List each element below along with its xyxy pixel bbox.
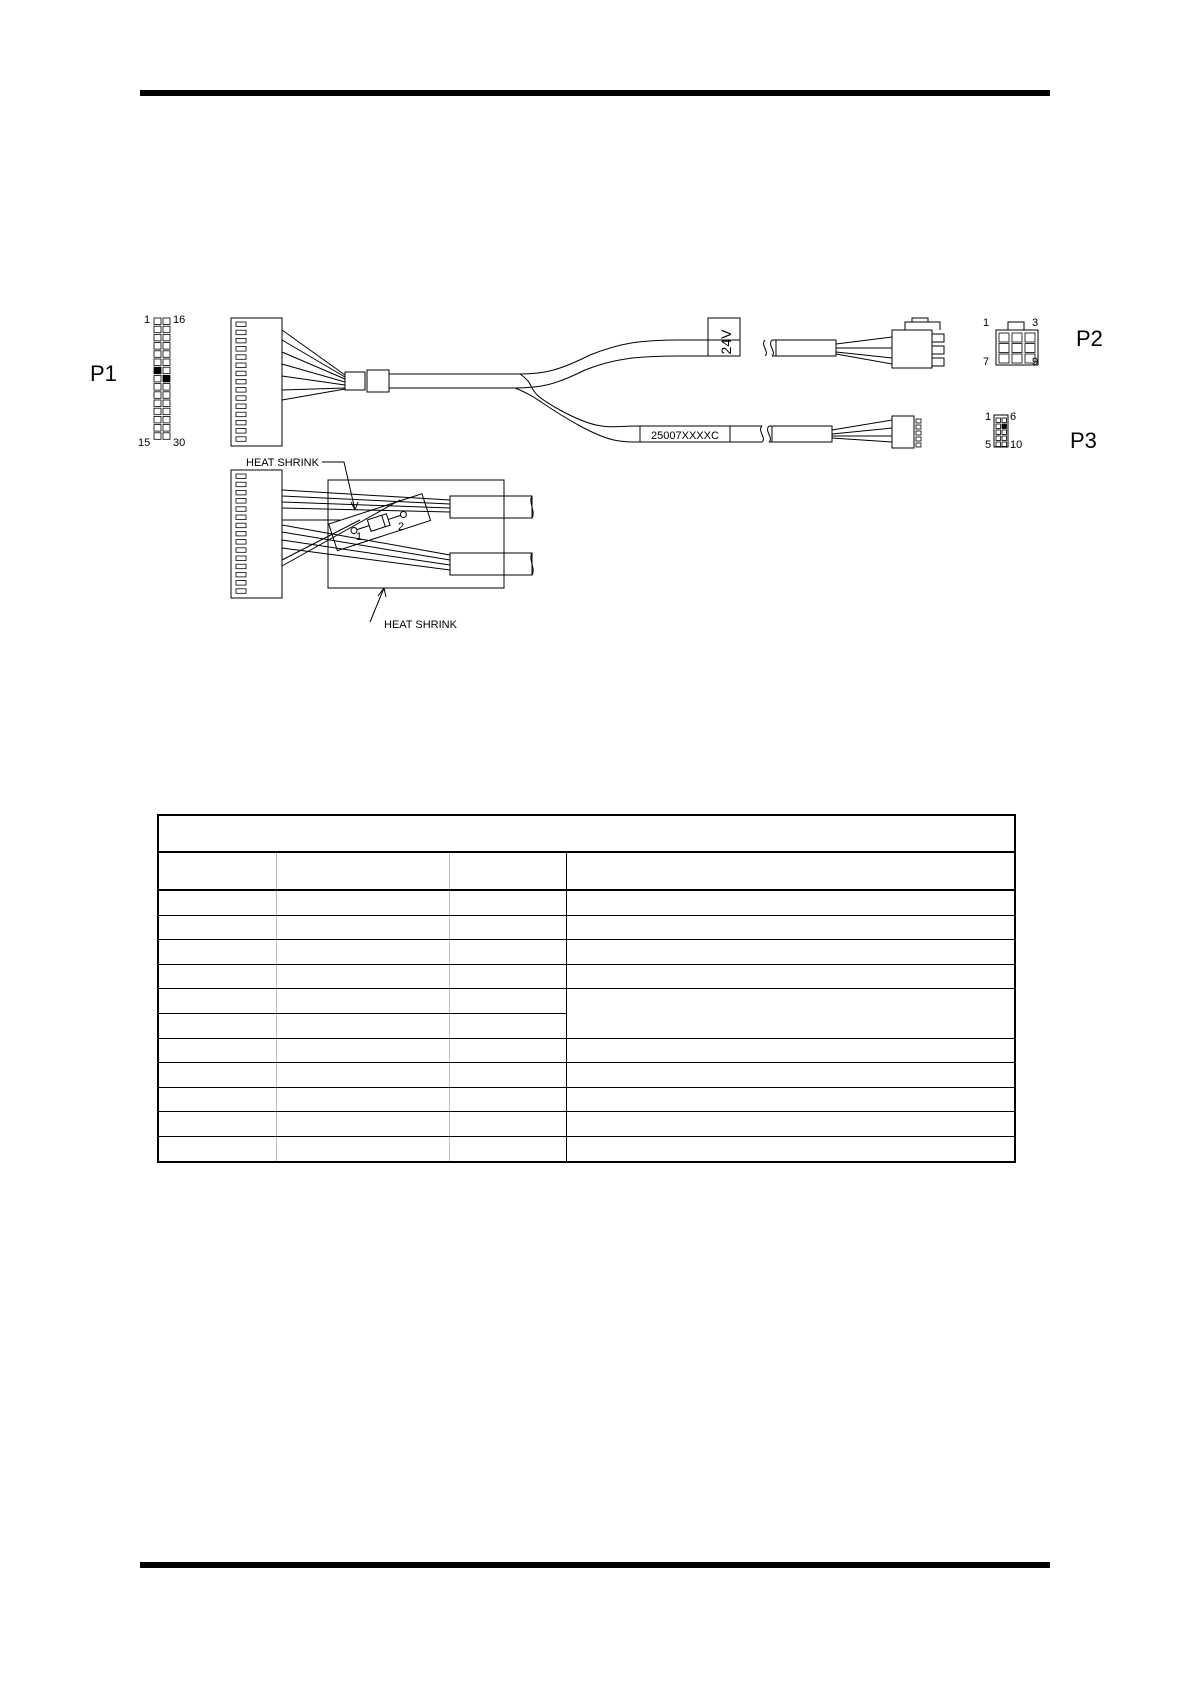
table-title-cell [158,815,1015,852]
p3-pin-bottom-left: 5 [985,439,992,451]
detail-connector-pin [236,474,246,479]
p3-pin [996,436,1001,441]
table-cell [158,964,276,989]
main-connector-pin [236,437,246,442]
upper-sleeve [776,340,836,356]
p1-pin [163,433,170,440]
p3-side-pin [916,431,921,435]
p3-pin [1002,442,1007,447]
detail-connector-pin [236,499,246,504]
p1-pin [154,367,161,374]
table-cell [276,1063,449,1088]
table-row [158,940,1015,965]
break-mark-upper-1 [764,340,767,356]
p2-pin-bottom-left: 7 [983,356,990,368]
p1-pin-bottom-right: 30 [173,437,186,449]
p1-pin [163,359,170,366]
main-connector-pin [236,429,246,434]
heat-shrink-bottom-label: HEAT SHRINK [384,619,457,631]
p2-pin-bottom-right: 9 [1032,356,1039,368]
p1-pin [163,367,170,374]
detail-lower-sleeve [450,553,532,575]
table-cell [449,915,566,940]
detail-connector-pin [236,507,246,512]
p1-pin [154,400,161,407]
table-cell [158,1112,276,1137]
p1-pin [163,425,170,432]
p1-pin [163,343,170,350]
main-connector-pin [236,388,246,393]
trunk-sleeve-1 [345,372,365,390]
trunk-sleeve-2 [367,370,389,392]
p3-pin [1002,436,1007,441]
main-connector-pin [236,363,246,368]
break-mark-upper-2 [771,340,774,356]
p1-pin [163,416,170,423]
p2-pin [1012,354,1022,363]
table-cell [158,915,276,940]
wire-bundle-in [282,330,345,400]
table-cell [449,989,566,1014]
table-cell [158,890,276,915]
table-cell [566,915,1015,940]
p1-pin-matrix [154,318,170,439]
detail-connector-pin [236,572,246,577]
table-cell [449,1038,566,1063]
p1-pin [163,334,170,341]
p1-pin [163,408,170,415]
p1-pin [154,375,161,382]
table-cell [449,1136,566,1161]
lower-branch-top-edge [520,374,740,427]
break-mark-lower-1 [761,426,764,442]
p3-pin [996,430,1001,435]
p3-pin [996,442,1001,447]
table-row [158,989,1015,1014]
heat-shrink-top-label: HEAT SHRINK [246,457,319,469]
detail-connector-pin [236,482,246,487]
p1-pin [163,392,170,399]
table-header-cell [449,852,566,890]
main-connector-pin [236,396,246,401]
table-row [158,915,1015,940]
main-connector-pin [236,347,246,352]
table-title-row [158,815,1015,852]
table-cell [276,1136,449,1161]
p3-side-pin [916,443,921,447]
table-cell [276,989,449,1014]
lower-branch-tag: 25007XXXXC [651,430,719,442]
table-cell [276,1013,449,1038]
upper-branch-bottom-edge [389,356,740,388]
table-cell [449,964,566,989]
table-cell [566,989,1015,1038]
p1-pin [154,318,161,325]
main-connector-pin [236,355,246,360]
p1-pin-top-left: 1 [144,314,151,326]
detail-connector-pin [236,581,246,586]
main-connector-housing [231,318,282,446]
p2-pin [999,354,1009,363]
table-cell [276,890,449,915]
detail-connector-pin [236,490,246,495]
table-cell [276,940,449,965]
p3-pin-top-right: 6 [1010,411,1017,423]
main-connector-pin [236,322,246,327]
p1-pin [163,400,170,407]
heat-shrink-leader-top [322,462,355,510]
table-cell [566,1038,1015,1063]
p2-pin [999,344,1009,353]
p2-pin [1025,344,1035,353]
upper-branch-top-edge [389,340,740,374]
table-row [158,964,1015,989]
p2-pin [1025,333,1035,342]
diode-pin-2-label: 2 [398,521,405,533]
detail-connector-pin [236,589,246,594]
table-cell [449,1087,566,1112]
table-header-cell [276,852,449,890]
diode-pin-1-label: 1 [356,531,363,543]
p1-pin [163,351,170,358]
p2-pin [1012,333,1022,342]
p2-plug-body [892,330,932,368]
p3-side-pin [916,425,921,429]
break-mark-lower-2 [768,426,771,442]
detail-connector-pin [236,531,246,536]
detail-connector-housing [231,470,282,598]
lower-sleeve [772,426,832,442]
table-cell [566,890,1015,915]
detail-connector-pin [236,540,246,545]
main-connector-pin [236,412,246,417]
p2-pin [1012,344,1022,353]
main-connector-pin [236,420,246,425]
table-header-row [158,852,1015,890]
table-cell [158,1038,276,1063]
table-cell [566,1136,1015,1161]
p2-pin-top-right: 3 [1032,317,1039,329]
table-cell [276,915,449,940]
p1-pin [154,416,161,423]
p1-pin [154,408,161,415]
main-connector-pin [236,404,246,409]
table-row [158,1087,1015,1112]
upper-branch-tag: 24V [718,329,734,355]
p1-pin [154,425,161,432]
p3-pin-bottom-right: 10 [1010,439,1023,451]
table-cell [449,890,566,915]
detail-upper-sleeve [450,496,532,518]
main-connector-pin [236,330,246,335]
p1-pin [154,433,161,440]
p1-label: P1 [90,361,117,386]
table-cell [566,964,1015,989]
detail-connector-pin [236,548,246,553]
table-cell [158,1087,276,1112]
p3-side-pin [916,419,921,423]
table-cell [158,1013,276,1038]
p1-pin [163,375,170,382]
p3-pin [1002,424,1007,429]
table-row [158,1136,1015,1161]
p1-pin [154,392,161,399]
heat-shrink-leader-bottom [370,588,384,622]
table-cell [566,1063,1015,1088]
table-cell [566,1087,1015,1112]
p1-pin [163,318,170,325]
table-body [158,890,1015,1162]
table-cell [276,1112,449,1137]
p3-pin [1002,418,1007,423]
table-cell [158,940,276,965]
p1-pin [154,359,161,366]
detail-connector-pin [236,515,246,520]
table-row [158,1112,1015,1137]
p1-pin-top-right: 16 [173,314,186,326]
p2-pin [999,333,1009,342]
table-header-cell [158,852,276,890]
table-header-cell [566,852,1015,890]
p1-pin [163,384,170,391]
p1-pin [154,326,161,333]
table-cell [566,1112,1015,1137]
table-row [158,1063,1015,1088]
p3-pin [996,418,1001,423]
main-connector-pin [236,371,246,376]
p1-pin [154,351,161,358]
detail-connector-pin [236,523,246,528]
table-cell [276,1038,449,1063]
p3-side-pin [916,437,921,441]
p1-pin [154,343,161,350]
table-cell [158,1136,276,1161]
p3-plug-body [892,416,914,448]
p3-label: P3 [1070,428,1097,453]
table-cell [449,1112,566,1137]
table-cell [158,989,276,1014]
p3-pin [1002,430,1007,435]
cable-assembly-drawing [0,0,1191,700]
p3-pin [996,424,1001,429]
p1-pin [154,334,161,341]
bottom-rule [140,1562,1050,1568]
table-cell [276,1087,449,1112]
table-row [158,890,1015,915]
p1-pin-bottom-left: 15 [138,437,151,449]
table-cell [158,1063,276,1088]
table-cell [449,1013,566,1038]
main-connector-pin [236,338,246,343]
detail-connector-pin [236,556,246,561]
table-cell [276,964,449,989]
main-connector-pins [236,322,246,441]
table-cell [566,940,1015,965]
table-cell [449,1063,566,1088]
table-row [158,1038,1015,1063]
detail-connector-pin [236,564,246,569]
p3-pin-top-left: 1 [985,411,992,423]
wiring-table [157,814,1016,1163]
p1-pin [154,384,161,391]
p2-pin-top-left: 1 [983,317,990,329]
p1-pin [163,326,170,333]
p2-label: P2 [1076,326,1103,351]
table-cell [449,940,566,965]
main-connector-pin [236,379,246,384]
